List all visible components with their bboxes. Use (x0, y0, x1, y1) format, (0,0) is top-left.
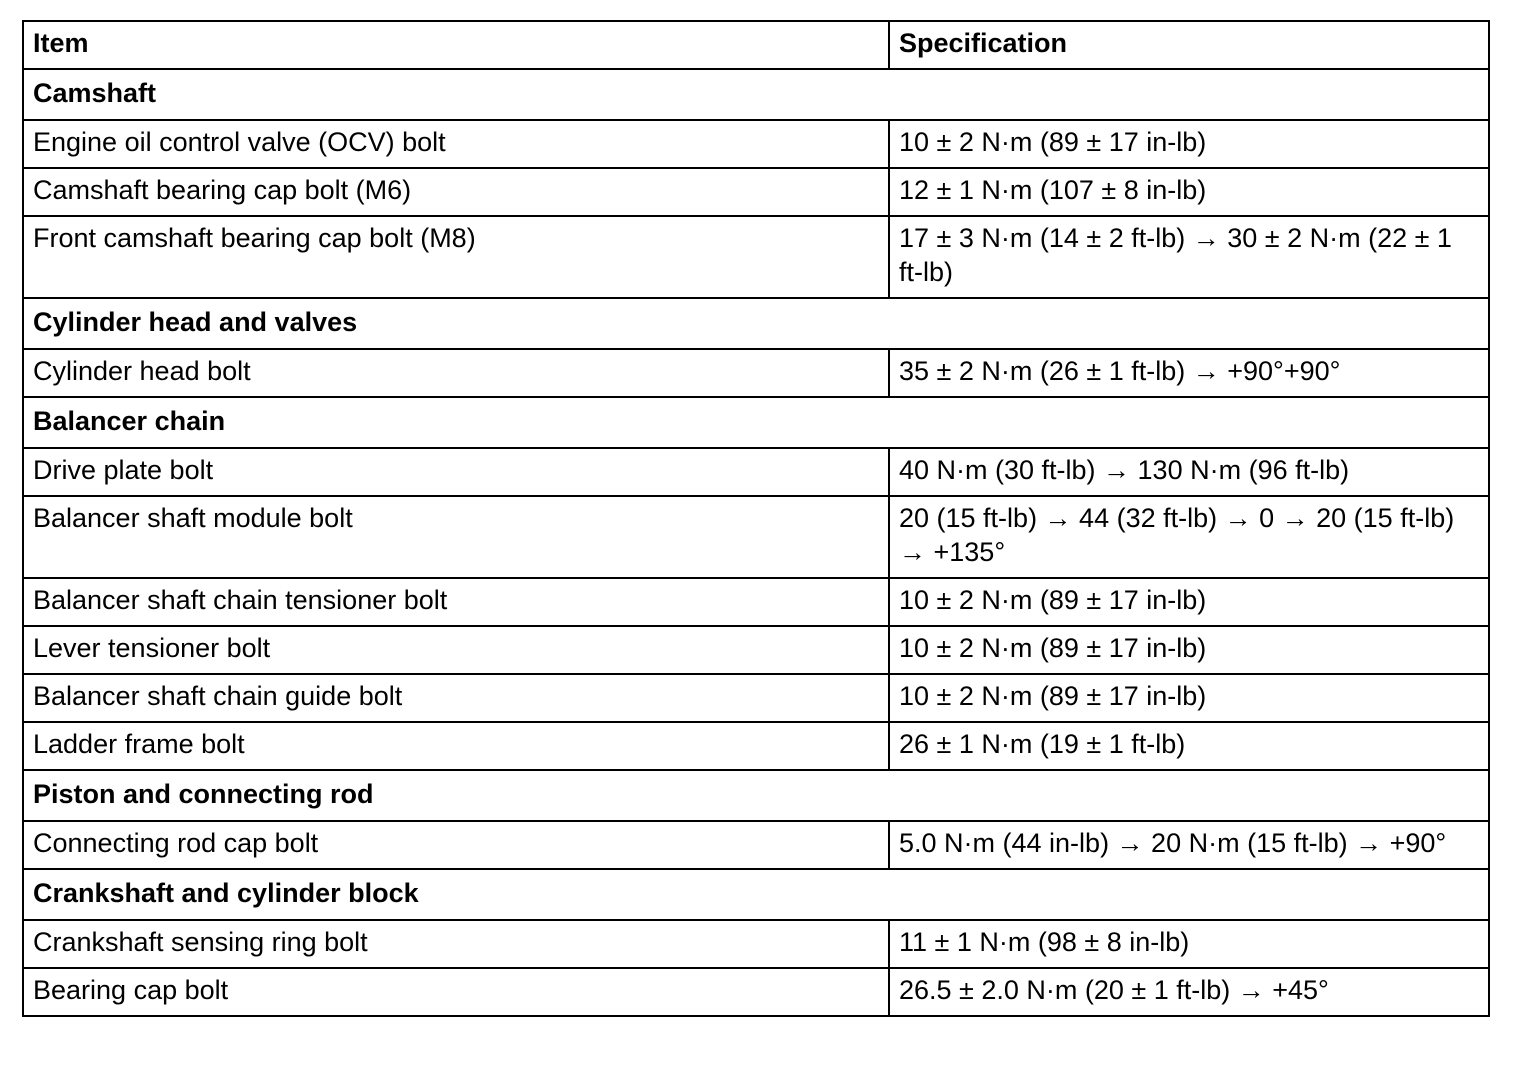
spec-cell: 10 ± 2 N·m (89 ± 17 in-lb) (889, 120, 1489, 168)
header-row (23, 21, 1489, 69)
spec-cell: 17 ± 3 N·m (14 ± 2 ft-lb) → 30 ± 2 N·m (22 ± 1 ft-lb) (889, 216, 1489, 298)
section-row (23, 298, 1489, 349)
section-label: Balancer chain (23, 397, 1489, 448)
spec-cell: 26.5 ± 2.0 N·m (20 ± 1 ft-lb) → +45° (889, 968, 1489, 1016)
table-row (23, 968, 1489, 1016)
table-row (23, 168, 1489, 216)
spec-cell: 5.0 N·m (44 in-lb) → 20 N·m (15 ft-lb) → +90° (889, 821, 1489, 869)
table-row (23, 578, 1489, 626)
section-row (23, 869, 1489, 920)
spec-cell: 35 ± 2 N·m (26 ± 1 ft-lb) → +90°+90° (889, 349, 1489, 397)
section-row (23, 69, 1489, 120)
item-cell: Front camshaft bearing cap bolt (M8) (23, 216, 889, 298)
item-cell: Connecting rod cap bolt (23, 821, 889, 869)
spec-cell: 40 N·m (30 ft-lb) → 130 N·m (96 ft-lb) (889, 448, 1489, 496)
table-row (23, 821, 1489, 869)
section-label: Cylinder head and valves (23, 298, 1489, 349)
item-cell: Cylinder head bolt (23, 349, 889, 397)
section-label: Crankshaft and cylinder block (23, 869, 1489, 920)
item-cell: Camshaft bearing cap bolt (M6) (23, 168, 889, 216)
table-row (23, 120, 1489, 168)
item-cell: Engine oil control valve (OCV) bolt (23, 120, 889, 168)
table-row (23, 349, 1489, 397)
spec-cell: 11 ± 1 N·m (98 ± 8 in-lb) (889, 920, 1489, 968)
section-row (23, 770, 1489, 821)
item-cell: Crankshaft sensing ring bolt (23, 920, 889, 968)
table-row (23, 674, 1489, 722)
item-cell: Lever tensioner bolt (23, 626, 889, 674)
section-label: Piston and connecting rod (23, 770, 1489, 821)
table-row (23, 448, 1489, 496)
item-cell: Drive plate bolt (23, 448, 889, 496)
table-row (23, 216, 1489, 298)
header-specification: Specification (889, 21, 1489, 69)
item-cell: Balancer shaft chain tensioner bolt (23, 578, 889, 626)
spec-cell: 10 ± 2 N·m (89 ± 17 in-lb) (889, 674, 1489, 722)
spec-cell: 10 ± 2 N·m (89 ± 17 in-lb) (889, 578, 1489, 626)
item-cell: Ladder frame bolt (23, 722, 889, 770)
spec-cell: 20 (15 ft-lb) → 44 (32 ft-lb) → 0 → 20 (15 ft-lb) → +135° (889, 496, 1489, 578)
torque-spec-table (22, 20, 1490, 1017)
spec-cell: 26 ± 1 N·m (19 ± 1 ft-lb) (889, 722, 1489, 770)
spec-cell: 10 ± 2 N·m (89 ± 17 in-lb) (889, 626, 1489, 674)
section-label: Camshaft (23, 69, 1489, 120)
table-row (23, 626, 1489, 674)
item-cell: Bearing cap bolt (23, 968, 889, 1016)
table-row (23, 496, 1489, 578)
table-row (23, 920, 1489, 968)
section-row (23, 397, 1489, 448)
table-row (23, 722, 1489, 770)
header-item: Item (23, 21, 889, 69)
item-cell: Balancer shaft module bolt (23, 496, 889, 578)
item-cell: Balancer shaft chain guide bolt (23, 674, 889, 722)
spec-cell: 12 ± 1 N·m (107 ± 8 in-lb) (889, 168, 1489, 216)
